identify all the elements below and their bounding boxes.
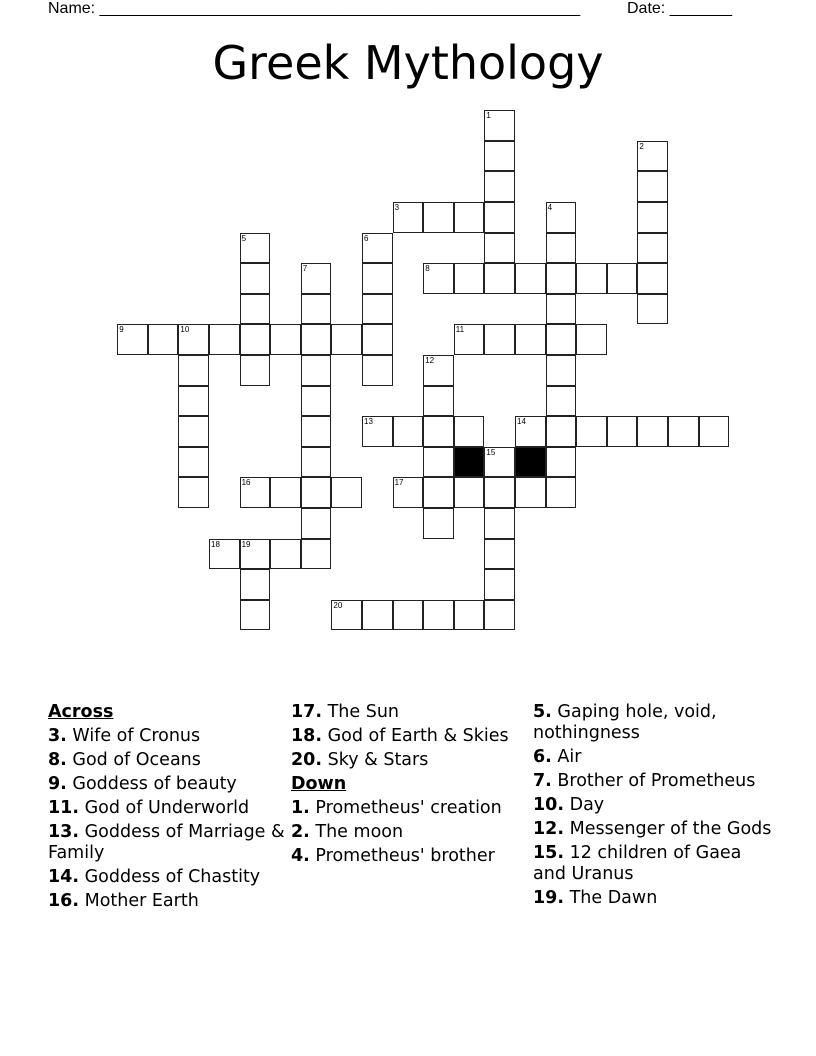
cell-number: 12 [425,356,435,365]
grid-cell[interactable] [240,600,271,631]
clue-down-6 [533,747,773,768]
cell-number: 8 [425,264,430,274]
clue-number: 14. [48,867,80,887]
grid-cell[interactable] [301,539,332,570]
clue-down-12 [533,819,773,840]
cell-number: 16 [241,478,251,488]
clue-text: Day [569,795,605,815]
clue-text: Air [557,747,582,767]
grid-cell[interactable] [546,202,577,233]
down-heading: Down [291,774,347,794]
grid-cell[interactable] [423,416,454,447]
grid-cell[interactable] [362,324,393,355]
grid-cell[interactable] [209,539,240,570]
grid-cell[interactable] [607,416,638,447]
grid-cell[interactable] [576,263,607,294]
grid-cell[interactable] [546,263,577,294]
grid-cell[interactable] [301,416,332,447]
grid-cell[interactable] [423,600,454,631]
grid-cell[interactable] [423,386,454,417]
cell-number: 5 [241,233,247,243]
cell-number: 20 [333,600,343,610]
grid-cell[interactable] [546,324,577,355]
grid-cell[interactable] [209,324,240,355]
grid-cell[interactable] [576,416,607,447]
grid-cell[interactable] [484,110,515,141]
grid-cell[interactable] [423,202,454,233]
clue-number: 17. [291,702,323,722]
clue-text: Goddess of beauty [72,774,237,794]
grid-cell[interactable] [484,508,515,539]
grid-cell[interactable] [240,233,271,264]
grid-cell[interactable] [240,569,271,600]
clue-text: Wife of Cronus [72,726,201,746]
clue-down-15 [533,843,773,885]
clue-number: 2. [291,822,310,842]
grid-cell[interactable] [454,416,485,447]
clue-number: 4. [291,846,310,866]
clue-across-17 [291,702,531,723]
cell-number: 14 [517,417,526,427]
grid-cell[interactable] [699,416,730,447]
clue-across-3 [48,726,288,747]
clue-text: Prometheus' brother [315,846,495,866]
grid-cell[interactable] [484,477,515,508]
grid-cell[interactable] [484,569,515,600]
clue-across-8 [48,750,288,771]
grid-cell[interactable] [423,355,454,386]
grid-cell[interactable] [576,324,607,355]
cell-number: 7 [302,264,308,274]
grid-cell[interactable] [393,416,424,447]
grid-cell[interactable] [423,447,454,478]
clue-text: Goddess of Marriage & Family [48,822,285,863]
grid-cell[interactable] [454,600,485,631]
grid-cell[interactable] [331,600,362,631]
clue-number: 13. [48,822,80,842]
clue-across-11 [48,798,288,819]
grid-cell[interactable] [546,294,577,325]
cell-number: 11 [455,325,465,335]
grid-cell[interactable] [668,416,699,447]
clue-number: 19. [533,888,565,908]
grid-cell[interactable] [301,263,332,294]
grid-cell[interactable] [362,416,393,447]
clues-column-1 [48,702,288,915]
grid-cell[interactable] [362,233,393,264]
grid-cell[interactable] [454,263,485,294]
clues-column-2 [291,702,531,870]
grid-cell[interactable] [454,324,485,355]
clue-down-7 [533,771,773,792]
grid-cell[interactable] [423,477,454,508]
black-cell [515,447,546,478]
date-field-label: Date: _______ [627,0,732,17]
grid-cell[interactable] [637,294,668,325]
grid-cell[interactable] [178,355,209,386]
clue-number: 6. [533,747,552,767]
grid-cell[interactable] [362,263,393,294]
grid-cell[interactable] [484,202,515,233]
clue-number: 11. [48,798,80,818]
grid-cell[interactable] [362,294,393,325]
grid-cell[interactable] [515,324,546,355]
grid-cell[interactable] [515,263,546,294]
grid-cell[interactable] [301,447,332,478]
grid-cell[interactable] [546,477,577,508]
clues-column-3 [533,702,773,912]
clue-number: 1. [291,798,310,818]
grid-cell[interactable] [484,447,515,478]
grid-cell[interactable] [240,355,271,386]
clue-number: 3. [48,726,67,746]
grid-cell[interactable] [178,324,209,355]
grid-cell[interactable] [240,324,271,355]
grid-cell[interactable] [270,324,301,355]
clue-text: The Sun [327,702,399,722]
grid-cell[interactable] [484,324,515,355]
grid-cell[interactable] [178,416,209,447]
clue-number: 5. [533,702,552,722]
clue-number: 20. [291,750,323,770]
grid-cell[interactable] [301,355,332,386]
grid-cell[interactable] [240,294,271,325]
grid-cell[interactable] [178,386,209,417]
clue-number: 18. [291,726,323,746]
clue-number: 7. [533,771,552,791]
clue-down-1 [291,798,531,819]
clue-text: Gaping hole, void, nothingness [533,702,717,743]
clue-number: 9. [48,774,67,794]
grid-cell[interactable] [393,202,424,233]
grid-cell[interactable] [607,263,638,294]
across-heading: Across [48,702,114,722]
clue-down-5 [533,702,773,744]
clue-text: The Dawn [569,888,658,908]
grid-cell[interactable] [301,508,332,539]
clue-number: 10. [533,795,565,815]
grid-cell[interactable] [637,141,668,172]
clue-across-9 [48,774,288,795]
clue-across-18 [291,726,531,747]
grid-cell[interactable] [484,171,515,202]
grid-cell[interactable] [240,263,271,294]
cell-number: 19 [241,539,251,549]
clue-across-13 [48,822,288,864]
grid-cell[interactable] [546,233,577,264]
clue-number: 15. [533,843,565,863]
grid-cell[interactable] [546,416,577,447]
grid-cell[interactable] [362,355,393,386]
grid-cell[interactable] [301,324,332,355]
cell-number: 6 [364,233,369,243]
clue-text: God of Underworld [84,798,250,818]
black-cell [454,447,485,478]
clue-down-4 [291,846,531,867]
grid-cell[interactable] [240,477,271,508]
grid-cell[interactable] [331,324,362,355]
cell-number: 4 [547,203,553,212]
grid-cell[interactable] [301,477,332,508]
grid-cell[interactable] [301,294,332,325]
grid-cell[interactable] [515,416,546,447]
grid-cell[interactable] [362,600,393,631]
clue-text: Mother Earth [84,891,199,911]
grid-cell[interactable] [484,233,515,264]
clue-text: Goddess of Chastity [84,867,261,887]
grid-cell[interactable] [331,477,362,508]
grid-cell[interactable] [301,386,332,417]
grid-cell[interactable] [484,141,515,172]
grid-cell[interactable] [270,539,301,570]
grid-cell[interactable] [637,416,668,447]
clue-text: Prometheus' creation [315,798,502,818]
grid-cell[interactable] [393,477,424,508]
cell-number: 3 [394,203,400,212]
cell-number: 15 [486,447,496,457]
grid-cell[interactable] [148,324,179,355]
grid-cell[interactable] [178,477,209,508]
grid-cell[interactable] [117,324,148,355]
cell-number: 9 [119,325,124,335]
cell-number: 17 [394,478,404,488]
grid-cell[interactable] [515,477,546,508]
grid-cell[interactable] [393,600,424,631]
clue-text: God of Oceans [72,750,201,770]
grid-cell[interactable] [637,233,668,264]
page-title: Greek Mythology [212,36,604,90]
clue-number: 12. [533,819,565,839]
clue-across-14 [48,867,288,888]
clue-down-2 [291,822,531,843]
clue-text: God of Earth & Skies [327,726,509,746]
cell-number: 1 [486,111,491,121]
clue-down-10 [533,795,773,816]
name-field-label: Name: ______________________________________________________ [48,0,581,17]
clue-text: Sky & Stars [327,750,429,770]
grid-cell[interactable] [240,539,271,570]
grid-cell[interactable] [637,263,668,294]
clue-across-16 [48,891,288,912]
clue-down-19 [533,888,773,909]
grid-cell[interactable] [423,263,454,294]
grid-cell[interactable] [484,600,515,631]
grid-cell[interactable] [484,539,515,570]
cell-number: 18 [211,539,220,549]
clue-text: The moon [315,822,404,842]
cell-number: 2 [639,141,644,151]
clue-text: Messenger of the Gods [569,819,772,839]
grid-cell[interactable] [454,202,485,233]
grid-cell[interactable] [178,447,209,478]
grid-cell[interactable] [454,477,485,508]
clue-text: 12 children of Gaea and Uranus [533,843,742,884]
grid-cell[interactable] [270,477,301,508]
grid-cell[interactable] [637,202,668,233]
cell-number: 13 [364,417,373,427]
clue-number: 16. [48,891,80,911]
grid-cell[interactable] [484,263,515,294]
grid-cell[interactable] [546,386,577,417]
clue-text: Brother of Prometheus [557,771,756,791]
grid-cell[interactable] [637,171,668,202]
grid-cell[interactable] [546,447,577,478]
clue-number: 8. [48,750,67,770]
clue-across-20 [291,750,531,771]
grid-cell[interactable] [546,355,577,386]
cell-number: 10 [180,325,190,335]
grid-cell[interactable] [423,508,454,539]
